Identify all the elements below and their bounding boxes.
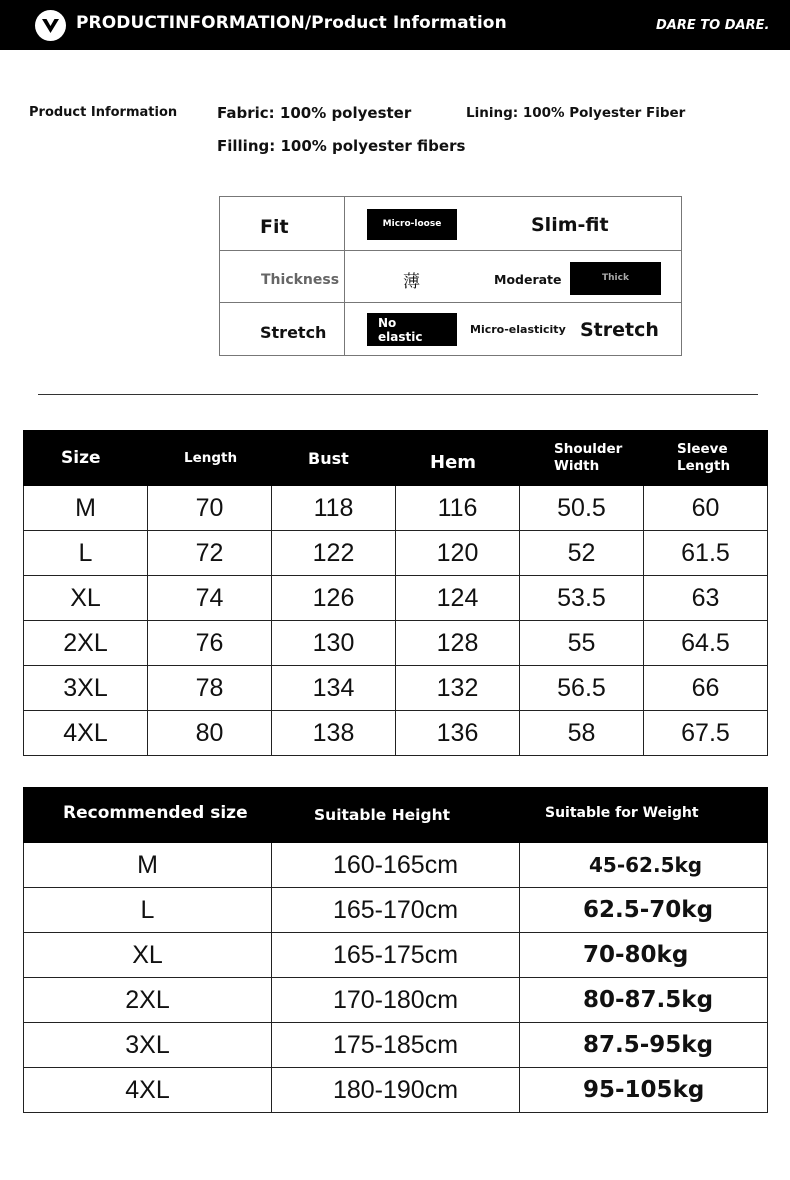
size-cell: 4XL: [24, 1068, 272, 1113]
height-cell: 170-180cm: [272, 978, 520, 1023]
fit-slim-option: Slim-fit: [531, 214, 609, 236]
shoulder-cell: 56.5: [520, 666, 644, 711]
size-cell: XL: [24, 576, 148, 621]
table-row: [24, 933, 768, 978]
weight-cell: 95-105kg: [520, 1068, 768, 1113]
height-cell: 160-165cm: [272, 843, 520, 888]
height-cell: 165-175cm: [272, 933, 520, 978]
bust-cell: 138: [272, 711, 396, 756]
table-row: [24, 843, 768, 888]
fit-selected-badge: Micro-loose: [367, 209, 457, 240]
height-cell: 165-170cm: [272, 888, 520, 933]
sleeve-cell: 64.5: [644, 621, 768, 666]
table-row: [24, 621, 768, 666]
length-cell: 72: [148, 531, 272, 576]
header-shoulder-line1: Shoulder: [554, 441, 623, 457]
recommend-header-row: [24, 788, 768, 843]
table-row: [24, 711, 768, 756]
stretch-selected-badge: [367, 313, 457, 346]
table-row: [24, 486, 768, 531]
table-row: [24, 531, 768, 576]
header-hem: Hem: [396, 431, 520, 486]
section-divider: [38, 394, 758, 395]
stretch-selected-line1: No: [378, 316, 397, 330]
length-cell: 80: [148, 711, 272, 756]
size-chart-header-row: [24, 431, 768, 486]
stretch-full-option: Stretch: [580, 319, 659, 341]
lining-text: Lining: 100% Polyester Fiber: [466, 105, 686, 121]
bust-cell: 130: [272, 621, 396, 666]
size-cell: L: [24, 531, 148, 576]
header-bar: [0, 0, 790, 50]
length-cell: 74: [148, 576, 272, 621]
table-row: [24, 978, 768, 1023]
weight-cell: 70-80kg: [520, 933, 768, 978]
product-info-label: Product Information: [29, 105, 178, 120]
header-size: Size: [24, 431, 148, 486]
shoulder-cell: 53.5: [520, 576, 644, 621]
attribute-table: [219, 196, 682, 356]
header-sleeve-line1: Sleeve: [677, 441, 728, 457]
header-bust: Bust: [272, 431, 396, 486]
fit-label: Fit: [260, 216, 289, 238]
header-recommended-size: Recommended size: [24, 788, 272, 843]
stretch-micro-option: Micro-elasticity: [470, 323, 566, 336]
thickness-thin-option: 薄: [403, 272, 420, 292]
sleeve-cell: 67.5: [644, 711, 768, 756]
hem-cell: 116: [396, 486, 520, 531]
weight-cell: 80-87.5kg: [520, 978, 768, 1023]
sleeve-cell: 60: [644, 486, 768, 531]
size-cell: L: [24, 888, 272, 933]
stretch-selected-line2: elastic: [378, 330, 423, 344]
header-sleeve-length: [644, 431, 768, 486]
size-cell: 2XL: [24, 978, 272, 1023]
header-title: PRODUCTINFORMATION/Product Information: [76, 13, 507, 33]
brand-logo-icon: [35, 10, 66, 41]
sleeve-cell: 63: [644, 576, 768, 621]
hem-cell: 132: [396, 666, 520, 711]
size-cell: M: [24, 843, 272, 888]
weight-cell: 62.5-70kg: [520, 888, 768, 933]
length-cell: 78: [148, 666, 272, 711]
bust-cell: 134: [272, 666, 396, 711]
shoulder-cell: 52: [520, 531, 644, 576]
stretch-label: Stretch: [260, 323, 327, 342]
bust-cell: 118: [272, 486, 396, 531]
bust-cell: 126: [272, 576, 396, 621]
bust-cell: 122: [272, 531, 396, 576]
thickness-label: Thickness: [261, 272, 340, 288]
table-row: [24, 1023, 768, 1068]
height-cell: 180-190cm: [272, 1068, 520, 1113]
hem-cell: 128: [396, 621, 520, 666]
header-suitable-weight: Suitable for Weight: [520, 788, 768, 843]
weight-cell: 45-62.5kg: [520, 843, 768, 888]
size-chart-table: [23, 430, 768, 756]
table-row: [24, 666, 768, 711]
fabric-text: Fabric: 100% polyester: [217, 104, 412, 122]
size-cell: 2XL: [24, 621, 148, 666]
length-cell: 76: [148, 621, 272, 666]
header-shoulder-line2: Width: [554, 458, 600, 474]
hem-cell: 136: [396, 711, 520, 756]
shoulder-cell: 55: [520, 621, 644, 666]
size-cell: XL: [24, 933, 272, 978]
header-slogan: DARE TO DARE.: [656, 18, 770, 33]
recommended-size-table: [23, 787, 768, 1113]
header-sleeve-line2: Length: [677, 458, 731, 474]
header-suitable-height: Suitable Height: [272, 788, 520, 843]
shoulder-cell: 58: [520, 711, 644, 756]
table-row: [24, 1068, 768, 1113]
table-row: [24, 576, 768, 621]
weight-cell: 87.5-95kg: [520, 1023, 768, 1068]
header-length: Length: [148, 431, 272, 486]
shoulder-cell: 50.5: [520, 486, 644, 531]
thickness-moderate-option: Moderate: [494, 272, 562, 287]
length-cell: 70: [148, 486, 272, 531]
size-cell: M: [24, 486, 148, 531]
size-cell: 3XL: [24, 666, 148, 711]
size-cell: 4XL: [24, 711, 148, 756]
table-row: [24, 888, 768, 933]
hem-cell: 120: [396, 531, 520, 576]
header-shoulder-width: [520, 431, 644, 486]
thickness-selected-badge: Thick: [570, 262, 661, 295]
size-cell: 3XL: [24, 1023, 272, 1068]
height-cell: 175-185cm: [272, 1023, 520, 1068]
hem-cell: 124: [396, 576, 520, 621]
filling-text: Filling: 100% polyester fibers: [217, 137, 466, 155]
sleeve-cell: 66: [644, 666, 768, 711]
sleeve-cell: 61.5: [644, 531, 768, 576]
